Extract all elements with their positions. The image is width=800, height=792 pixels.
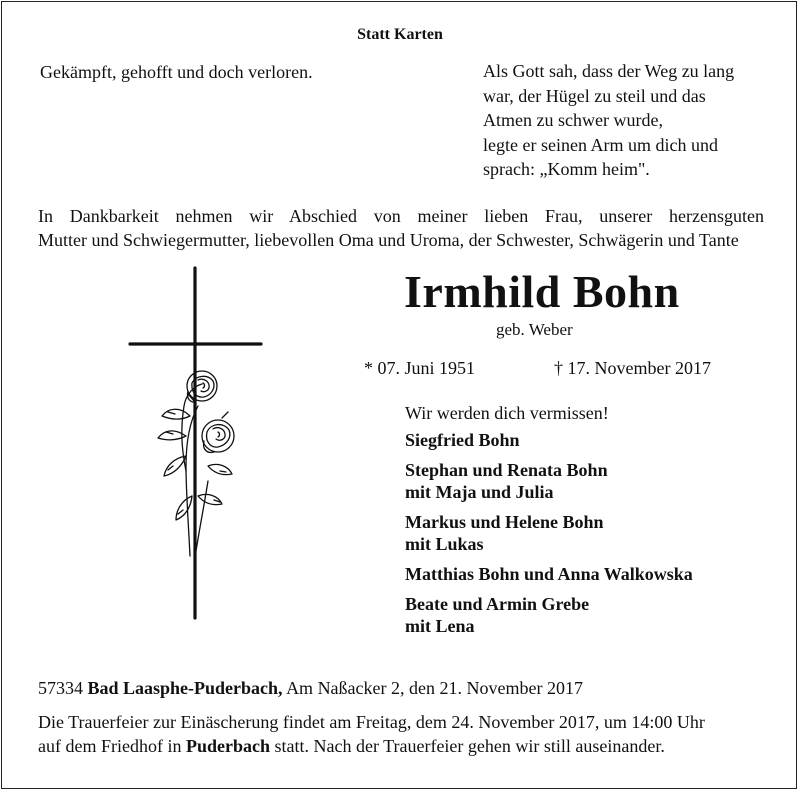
poem-line: legte er seinen Arm um dich und — [483, 134, 718, 155]
family-line: Markus und Helene Bohn — [405, 512, 604, 532]
death-date: † 17. November 2017 — [554, 358, 711, 378]
service-place: Puderbach — [185, 735, 270, 756]
poem-line: Als Gott sah, dass der Weg zu lang — [483, 61, 735, 81]
deceased-name: Irmhild Bohn — [404, 266, 680, 317]
birth-date: * 07. Juni 1951 — [364, 358, 476, 378]
family-group — [405, 593, 693, 637]
family-line: Stephan und Renata Bohn — [405, 460, 608, 480]
address-line — [38, 676, 583, 700]
maiden-name: geb. Weber — [496, 320, 573, 339]
family-line: mit Lena — [405, 616, 475, 636]
family-line: Siegfried Bohn — [405, 430, 520, 450]
intro-text — [38, 204, 764, 252]
service-suffix: statt. Nach der Trauerfeier gehen wir still auseinander. — [274, 735, 665, 756]
poem-line: Atmen zu schwer wurde, — [483, 110, 663, 131]
family-line: Matthias Bohn und Anna Walkowska — [405, 564, 693, 584]
family-group — [405, 459, 693, 503]
poem — [483, 59, 734, 182]
family-line: Beate und Armin Grebe — [405, 594, 590, 614]
poem-line: war, der Hügel zu steil und das — [483, 85, 706, 106]
family-list — [405, 429, 693, 645]
family-group — [405, 563, 693, 585]
intro-line: In Dankbarkeit nehmen wir Abschied von meiner lieben Frau, unserer herzensguten — [38, 206, 764, 226]
service-prefix: auf dem Friedhof in — [38, 735, 182, 756]
family-line: mit Maja und Julia — [405, 482, 554, 502]
address-zip: 57334 — [38, 678, 83, 698]
miss-line: Wir werden dich vermissen! — [405, 403, 609, 423]
address-rest: Am Naßacker 2, den 21. November 2017 — [286, 678, 583, 698]
service-line — [38, 735, 705, 759]
left-quote: Gekämpft, gehofft und doch verloren. — [40, 62, 313, 82]
service-info — [38, 711, 705, 758]
family-group — [405, 429, 693, 451]
service-line: Die Trauerfeier zur Einäscherung findet am Freitag, dem 24. November 2017, um 14:00 Uhr — [38, 712, 705, 732]
heading: Statt Karten — [357, 26, 443, 43]
family-line: mit Lukas — [405, 534, 484, 554]
intro-line: Mutter und Schwiegermutter, liebevollen Oma und Uroma, der Schwester, Schwägerin und Tante — [38, 230, 739, 250]
cross-with-roses-icon — [128, 266, 264, 622]
poem-line: sprach: „Komm heim". — [483, 159, 650, 180]
address-city: Bad Laasphe-Puderbach, — [87, 678, 283, 698]
family-group — [405, 511, 693, 555]
